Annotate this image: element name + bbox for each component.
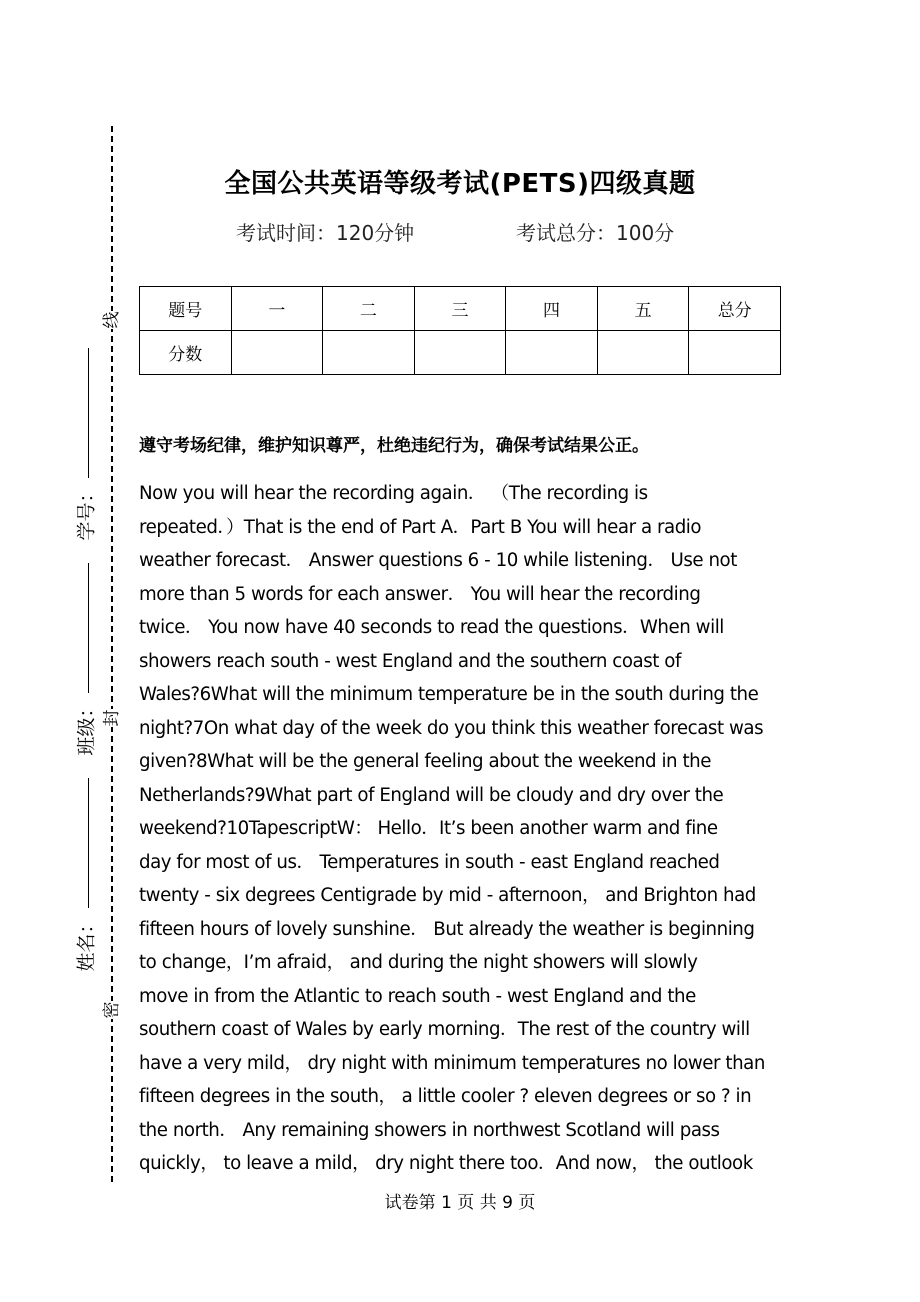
name-line — [88, 778, 89, 908]
text-line: have a very mild， dry night with minimum temperatures no lower than — [139, 1052, 765, 1074]
table-cell — [231, 331, 323, 375]
seal-char-feng: 封 — [102, 709, 122, 727]
table-cell: 分数 — [140, 331, 232, 375]
text-line: repeated．）That is the end of Part A．Part B You will hear a radio — [139, 516, 702, 538]
table-cell — [506, 331, 598, 375]
text-line: twice． You now have 40 seconds to read the questions．When will — [139, 617, 724, 638]
passage-text — [139, 477, 784, 1181]
table-cell: 四 — [506, 287, 598, 331]
text-line: Wales?6What will the minimum temperature be in the south during the — [139, 684, 759, 705]
text-line: showers reach south - west England and the southern coast of — [139, 650, 681, 672]
page-footer: 试卷第 1 页 共 9 页 — [384, 1193, 536, 1213]
text-line: given?8What will be the general feeling about the weekend in the — [139, 751, 711, 772]
seal-char-xian: 线 — [102, 311, 122, 329]
exam-time: 考试时间：120分钟 — [236, 221, 415, 245]
exam-total-score: 考试总分：100分 — [516, 221, 675, 245]
text-line: day for most of us． Temperatures in south - east England reached — [139, 851, 720, 873]
exam-notice: 遵守考场纪律，维护知识尊严，杜绝违纪行为，确保考试结果公正。 — [139, 436, 649, 456]
text-line: twenty - six degrees Centigrade by mid - afternoon， and Brighton had — [139, 885, 756, 906]
text-line: move in from the Atlantic to reach south - west England and the — [139, 985, 696, 1007]
student-id-line — [88, 348, 89, 478]
exam-title: 全国公共英语等级考试(PETS)四级真题 — [224, 169, 696, 199]
binding-dashed-line — [111, 126, 113, 1182]
table-cell: 五 — [597, 287, 689, 331]
class-label: 班级： — [75, 698, 98, 756]
text-line: weather forecast． Answer questions 6 - 10 while listening． Use not — [139, 550, 737, 571]
text-line: southern coast of Wales by early morning．The rest of the country will — [139, 1019, 750, 1040]
score-table-score-row — [140, 331, 781, 375]
text-line: night?7On what day of the week do you think this weather forecast was — [139, 717, 764, 739]
text-line: quickly， to leave a mild， dry night there too．And now， the outlook — [139, 1153, 753, 1174]
score-table — [139, 286, 781, 375]
table-cell — [323, 331, 415, 375]
table-cell: 二 — [323, 287, 415, 331]
table-cell: 总分 — [689, 287, 781, 331]
text-line: fifteen hours of lovely sunshine． But already the weather is beginning — [139, 918, 755, 940]
name-label: 姓名： — [75, 914, 98, 972]
text-line: fifteen degrees in the south， a little cooler ? eleven degrees or so ? in — [139, 1086, 752, 1107]
table-cell: 三 — [414, 287, 506, 331]
seal-char-mi: 密 — [102, 1001, 122, 1019]
text-line: Now you will hear the recording again． （The recording is — [139, 483, 648, 504]
table-cell: 题号 — [140, 287, 232, 331]
table-cell — [689, 331, 781, 375]
text-line: weekend?10TapescriptW： Hello．It’s been another warm and fine — [139, 818, 718, 839]
table-cell — [597, 331, 689, 375]
table-cell — [414, 331, 506, 375]
class-line — [88, 563, 89, 693]
table-cell: 一 — [231, 287, 323, 331]
text-line: more than 5 words for each answer． You will hear the recording — [139, 583, 701, 605]
text-line: the north． Any remaining showers in northwest Scotland will pass — [139, 1119, 720, 1141]
student-id-label: 学号： — [75, 483, 98, 541]
text-line: to change，I’m afraid， and during the night showers will slowly — [139, 952, 698, 973]
score-table-header-row — [140, 287, 781, 331]
text-line: Netherlands?9What part of England will be cloudy and dry over the — [139, 784, 724, 806]
